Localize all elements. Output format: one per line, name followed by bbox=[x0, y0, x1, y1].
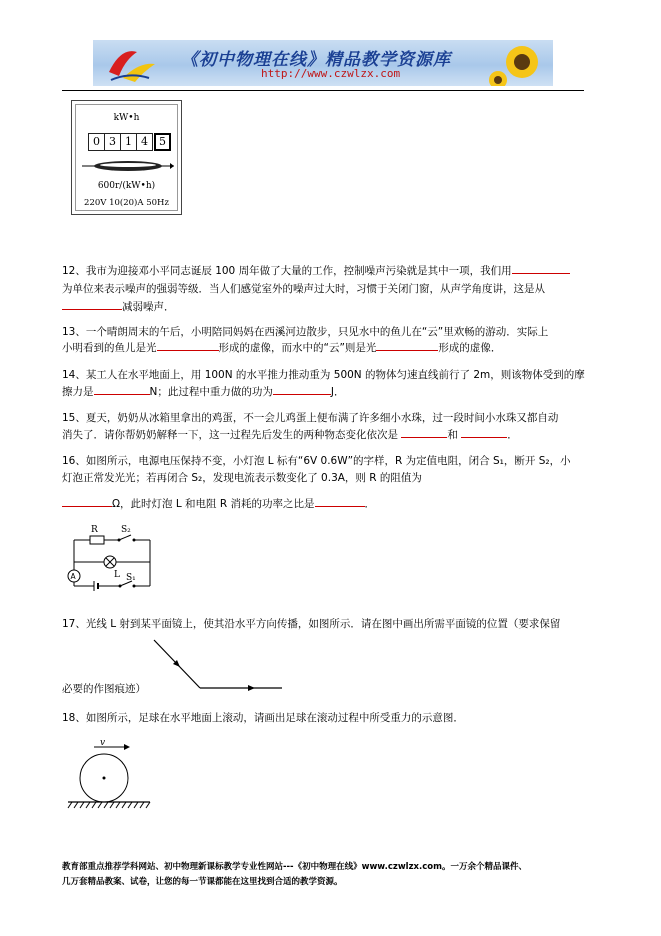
question-text: 必要的作图痕迹） bbox=[62, 683, 146, 695]
question-text: 和 bbox=[447, 429, 458, 441]
question-14-line2 bbox=[62, 382, 592, 402]
answer-blank[interactable] bbox=[94, 382, 150, 395]
footer-line: 几万套精品教案、试卷，让您的每一节课都能在这里找到合适的教学资源。 bbox=[62, 877, 343, 887]
question-text: 14、某工人在水平地面上，用 100N 的水平推力推动重为 500N 的物体匀速直线前行了 2m，则该物体受到的摩 bbox=[62, 369, 585, 381]
question-text: 小明看到的鱼儿是光 bbox=[62, 342, 157, 354]
question-text: 减弱噪声． bbox=[122, 301, 175, 313]
answer-blank[interactable] bbox=[512, 261, 570, 274]
question-text: 18、如图所示，足球在水平地面上滚动，请画出足球在滚动过程中所受重力的示意图． bbox=[62, 712, 464, 724]
question-text: 13、一个晴朗周末的午后，小明陪同妈妈在西溪河边散步，只见水中的鱼儿在“云”里欢畅的游动．实际上 bbox=[62, 326, 549, 338]
resistor-label: R bbox=[91, 525, 98, 535]
meter-unit: kW•h bbox=[113, 113, 140, 123]
ammeter-label: A bbox=[70, 572, 76, 581]
question-text: N；此过程中重力做的功为 bbox=[149, 386, 273, 398]
answer-blank[interactable] bbox=[62, 297, 122, 310]
answer-blank[interactable] bbox=[315, 494, 365, 507]
question-text: 12、我市为迎接邓小平同志诞辰 100 周年做了大量的工作，控制噪声污染就是其中一项，我们用 bbox=[62, 265, 512, 277]
footer-line: 教育部重点推荐学科网站、初中物理新课标教学专业性网站---《初中物理在线》www.czwlzx.com。一万余个精品课件、 bbox=[62, 862, 527, 872]
meter-digits bbox=[88, 133, 170, 151]
banner-url[interactable]: http://www.czwlzx.com bbox=[261, 67, 401, 80]
question-text: J． bbox=[330, 386, 345, 398]
answer-blank[interactable] bbox=[401, 425, 447, 438]
question-text: 17、光线 L 射到某平面镜上，使其沿水平方向传播，如图所示．请在图中画出所需平面镜的位置（要求保留 bbox=[62, 618, 561, 630]
meter-panel bbox=[75, 104, 178, 211]
question-text: 为单位来表示噪声的强弱等级．当人们感觉室外的噪声过大时，习惯于关闭门窗，从声学角度讲，这是从 bbox=[62, 283, 545, 295]
meter-digit: 3 bbox=[104, 133, 121, 151]
question-15-line2 bbox=[62, 425, 592, 445]
lamp-label: L bbox=[114, 570, 120, 580]
answer-blank[interactable] bbox=[273, 382, 331, 395]
header-banner bbox=[93, 40, 553, 86]
question-18 bbox=[62, 708, 592, 728]
velocity-arrow-icon bbox=[124, 744, 130, 750]
switch-s2-label: S₂ bbox=[121, 525, 131, 535]
logo-icon bbox=[99, 42, 169, 84]
question-12 bbox=[62, 261, 592, 281]
question-17 bbox=[62, 614, 592, 634]
meter-spec-rating: 220V 10(20)A 50Hz bbox=[84, 198, 169, 208]
answer-blank[interactable] bbox=[157, 338, 219, 351]
meter-digit: 4 bbox=[136, 133, 153, 151]
football-diagram bbox=[66, 736, 152, 811]
resistor-icon bbox=[90, 536, 104, 544]
question-text: ． bbox=[364, 498, 376, 510]
question-text: 16、如图所示，电源电压保持不变，小灯泡 L 标有“6V 0.6W”的字样，R 为定值电阻，闭合 S₁，断开 S₂，小 bbox=[62, 455, 571, 467]
question-text: Ω，此时灯泡 L 和电阻 R 消耗的功率之比是 bbox=[112, 498, 315, 510]
question-text: 灯泡正常发光光；若再闭合 S₂，发现电流表示数变化了 0.3A，则 R 的阻值为 bbox=[62, 472, 422, 484]
question-text: 15、夏天，奶奶从冰箱里拿出的鸡蛋，不一会儿鸡蛋上便布满了许多细小水珠，过一段时间小水珠又都自动 bbox=[62, 412, 559, 424]
question-12-line2 bbox=[62, 279, 592, 299]
question-text: 擦力是 bbox=[62, 386, 94, 398]
ball-center-dot bbox=[103, 777, 106, 780]
banner-title: 《初中物理在线》精品教学资源库 bbox=[181, 50, 451, 70]
meter-digit: 1 bbox=[120, 133, 137, 151]
question-16-line3 bbox=[62, 494, 592, 514]
header-rule bbox=[62, 90, 584, 91]
meter-spec-rev: 600r/(kW•h) bbox=[97, 181, 156, 191]
answer-blank[interactable] bbox=[461, 425, 507, 438]
electric-meter bbox=[71, 100, 182, 215]
switch-s1-label: S₁ bbox=[126, 573, 136, 583]
answer-blank[interactable] bbox=[376, 338, 438, 351]
question-text: 形成的虚像，而水中的“云”则是光 bbox=[218, 342, 377, 354]
question-13-line2 bbox=[62, 338, 592, 358]
question-text: 消失了．请你帮奶奶解释一下，这一过程先后发生的两种物态变化依次是 bbox=[62, 429, 398, 441]
question-12-line3 bbox=[62, 297, 592, 317]
meter-digit-decimal: 5 bbox=[154, 133, 171, 151]
footer bbox=[62, 860, 602, 890]
answer-blank[interactable] bbox=[62, 494, 112, 507]
circuit-diagram bbox=[64, 520, 164, 594]
question-text: ． bbox=[507, 429, 518, 441]
velocity-label: v bbox=[100, 738, 106, 748]
question-16-line2 bbox=[62, 468, 592, 488]
meter-digit: 0 bbox=[88, 133, 105, 151]
meter-dial-icon bbox=[82, 157, 174, 175]
question-text: 形成的虚像． bbox=[438, 342, 502, 354]
question-17-line2 bbox=[62, 679, 592, 699]
sunflower-icon bbox=[488, 40, 553, 86]
